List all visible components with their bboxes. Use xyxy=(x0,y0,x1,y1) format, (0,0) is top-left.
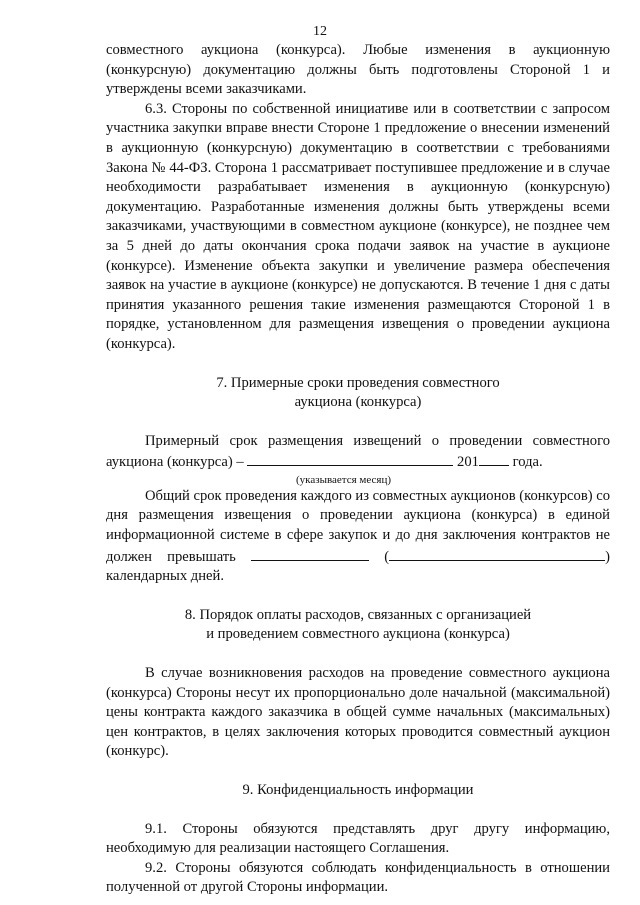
paragraph-expenses: В случае возникновения расходов на проведение совместного аукциона (конкурса) Стороны несут их пропорционально доле начальной (максимальной) цены контракта каждого заказчика в общей сумме начальных (максимальных) цен контрактов, в целях заключения которых проводится совместный аукцион (конкурс). xyxy=(106,665,610,760)
month-field-caption: (указывается месяц) xyxy=(296,473,392,486)
section-9-heading: 9. Конфиденциальность информации xyxy=(242,782,474,798)
paragraph-notice-term xyxy=(106,432,610,473)
days-words-field[interactable] xyxy=(389,546,605,561)
year-suffix: года. xyxy=(512,454,543,471)
document-body xyxy=(106,41,610,898)
paragraph-6-3: 6.3. Стороны по собственной инициативе или в соответствии с запросом участника закупки вправе внести Стороне 1 предложение о внесении изменений в аукционную (конкурсную) документацию в соответствии с требованиями Закона № 44-ФЗ. Сторона 1 рассматривает поступившее предложение и в случае необходимости разрабатывает изменения в аукционную (конкурсную) документацию. Разработанные изменения должны быть утверждены всеми заказчиками, участвующими в совместном аукционе (конкурсе), не позднее чем за 5 дней до даты окончания срока подачи заявок на участие в аукционе (конкурсе). Изменение объекта закупки и увеличение размера обеспечения заявок на участие в аукционе (конкурсе) не допускаются. В течение 1 дня с даты принятия указанного решения такие изменения размещаются Стороной 1 в порядке, установленном для размещения извещения о проведении аукциона (конкурса). xyxy=(106,100,610,352)
paragraph-total-term xyxy=(106,487,610,587)
paren-open: ( xyxy=(384,548,390,565)
total-term-end: календарных дней. xyxy=(106,568,224,585)
paragraph-9-2: 9.2. Стороны обязуются соблюдать конфиденциальность в отношении полученной от другой Стороны информации. xyxy=(106,859,610,896)
section-8-heading-line2: и проведением совместного аукциона (конкурса) xyxy=(206,626,510,643)
notice-term-text: Примерный срок размещения извещений о проведении совместного аукциона (конкурса) – xyxy=(106,432,610,471)
year-prefix: 201 xyxy=(457,454,479,471)
days-number-field[interactable] xyxy=(251,546,369,561)
paragraph-9-1: 9.1. Стороны обязуются представлять друг другу информацию, необходимую для реализации настоящего Соглашения. xyxy=(106,820,610,857)
section-7-heading-line2: аукциона (конкурса) xyxy=(294,394,422,411)
paren-close: ) xyxy=(605,548,610,565)
section-8-heading-line1: 8. Порядок оплаты расходов, связанных с организацией xyxy=(184,606,532,623)
total-term-text: Общий срок проведения каждого из совместных аукционов (конкурсов) со дня размещения извещения о проведении аукциона (конкурса) в единой информационной системе в сфере закупок и до дня заключения контрактов не должен превышать xyxy=(106,487,610,565)
year-field[interactable] xyxy=(479,451,509,466)
month-field[interactable] xyxy=(247,451,453,466)
section-7-heading-line1: 7. Примерные сроки проведения совместного xyxy=(216,374,500,391)
paragraph-6-2-continuation: совместного аукциона (конкурса). Любые изменения в аукционную (конкурсную) документацию должны быть подготовлены Стороной 1 и утверждены всеми заказчиками. xyxy=(106,42,610,98)
page-number: 12 xyxy=(313,24,327,39)
